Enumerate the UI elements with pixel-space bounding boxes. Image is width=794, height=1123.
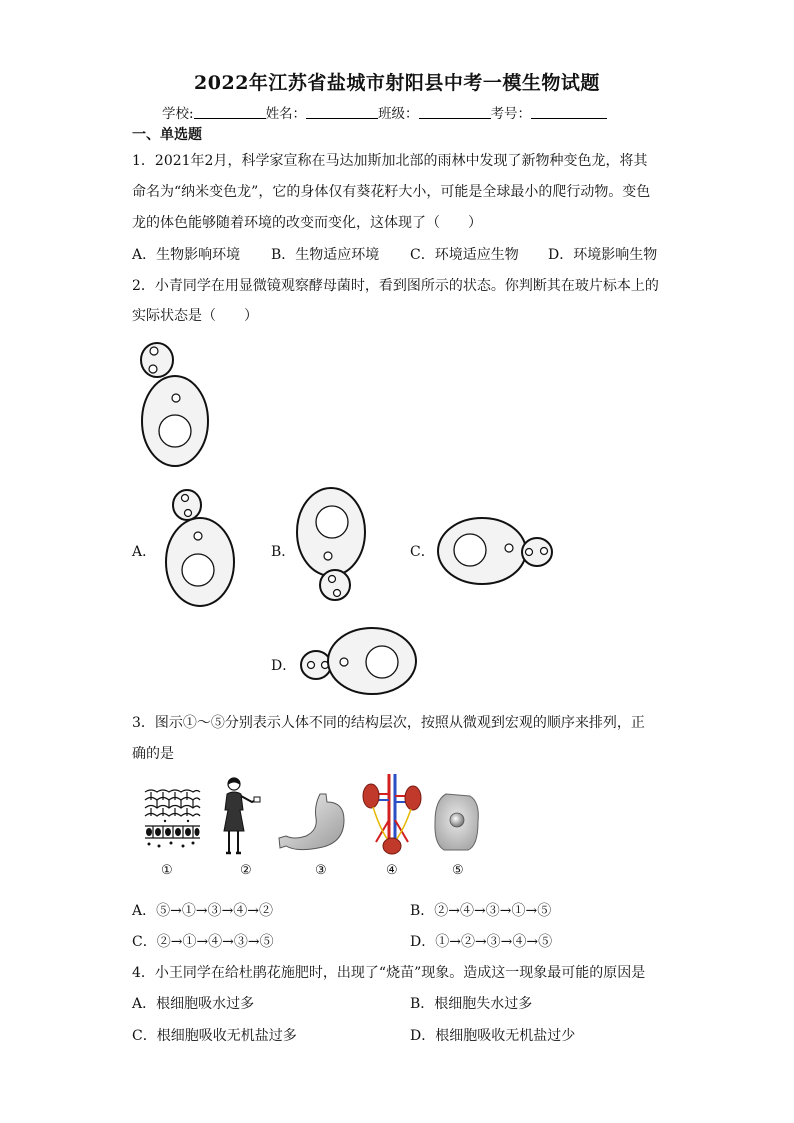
q4-option-b[interactable]: B．根细胞失水过多 xyxy=(410,996,533,1012)
q2-option-c-label[interactable]: C． xyxy=(410,544,435,560)
q3-label-5: ⑤ xyxy=(452,863,464,878)
q3-line2: 确的是 xyxy=(132,746,174,762)
tissue-figure xyxy=(143,786,201,850)
q2-option-d-figure[interactable] xyxy=(298,625,422,699)
q1-line1: 1．2021年2月，科学家宣称在马达加斯加北部的雨林中发现了新物种变色龙，将其 xyxy=(132,153,648,169)
q1-option-b[interactable]: B．生物适应环境 xyxy=(271,247,380,263)
q2-option-c-figure[interactable] xyxy=(434,515,558,589)
urinary-system-figure xyxy=(362,774,422,856)
yeast-observed-figure xyxy=(132,335,222,475)
q2-line2: 实际状态是（ ） xyxy=(132,308,258,324)
student-info-row xyxy=(162,102,607,122)
name-label: 姓名： xyxy=(265,106,307,122)
class-label: 班级： xyxy=(378,106,419,122)
q3-line1: 3．图示①～⑤分别表示人体不同的结构层次，按照从微观到宏观的顺序来排列，正 xyxy=(132,715,645,731)
cell-figure xyxy=(432,792,482,854)
q4-option-d[interactable]: D．根细胞吸收无机盐过少 xyxy=(410,1028,576,1044)
page-title: 2022年江苏省盐城市射阳县中考一模生物试题 xyxy=(194,72,600,94)
q2-option-a-label[interactable]: A． xyxy=(132,544,157,560)
q1-line3: 龙的体色能够随着环境的改变而变化，这体现了（ ） xyxy=(132,215,482,231)
class-blank[interactable] xyxy=(419,106,491,119)
exam-no-blank[interactable] xyxy=(531,106,607,119)
school-blank[interactable] xyxy=(194,106,266,119)
name-blank[interactable] xyxy=(306,106,378,119)
q2-option-b-figure[interactable] xyxy=(290,486,370,610)
q3-option-d[interactable]: D．①→②→③→④→⑤ xyxy=(410,934,553,950)
q3-option-b[interactable]: B．②→④→③→①→⑤ xyxy=(410,903,552,919)
q3-option-c[interactable]: C．②→①→④→③→⑤ xyxy=(132,934,274,950)
q1-option-c[interactable]: C．环境适应生物 xyxy=(410,247,519,263)
q1-option-d[interactable]: D．环境影响生物 xyxy=(548,247,658,263)
q1-line2: 命名为“纳米变色龙”，它的身体仅有葵花籽大小，可能是全球最小的爬行动物。变色 xyxy=(132,184,651,200)
q2-option-b-label[interactable]: B． xyxy=(271,544,296,560)
q1-option-a[interactable]: A．生物影响环境 xyxy=(132,247,241,263)
person-figure xyxy=(218,776,266,858)
q4-line1: 4．小王同学在给杜鹃花施肥时，出现了“烧苗”现象。造成这一现象最可能的原因是 xyxy=(132,965,646,981)
q2-line1: 2．小青同学在用显微镜观察酵母菌时，看到图所示的状态。你判断其在玻片标本上的 xyxy=(132,278,659,294)
q3-label-2: ② xyxy=(240,863,252,878)
q2-option-d-label[interactable]: D． xyxy=(271,658,297,674)
school-label: 学校: xyxy=(162,106,194,122)
stomach-figure xyxy=(278,792,348,854)
q3-label-3: ③ xyxy=(315,863,327,878)
q4-option-a[interactable]: A．根细胞吸水过多 xyxy=(132,996,255,1012)
exam-no-label: 考号： xyxy=(490,106,532,122)
q3-option-a[interactable]: A．⑤→①→③→④→② xyxy=(132,903,274,919)
q3-label-1: ① xyxy=(161,863,173,878)
section-heading: 一、单选题 xyxy=(132,127,202,143)
q4-option-c[interactable]: C．根细胞吸收无机盐过多 xyxy=(132,1028,297,1044)
q3-label-4: ④ xyxy=(386,863,398,878)
q2-option-a-figure[interactable] xyxy=(160,486,240,606)
